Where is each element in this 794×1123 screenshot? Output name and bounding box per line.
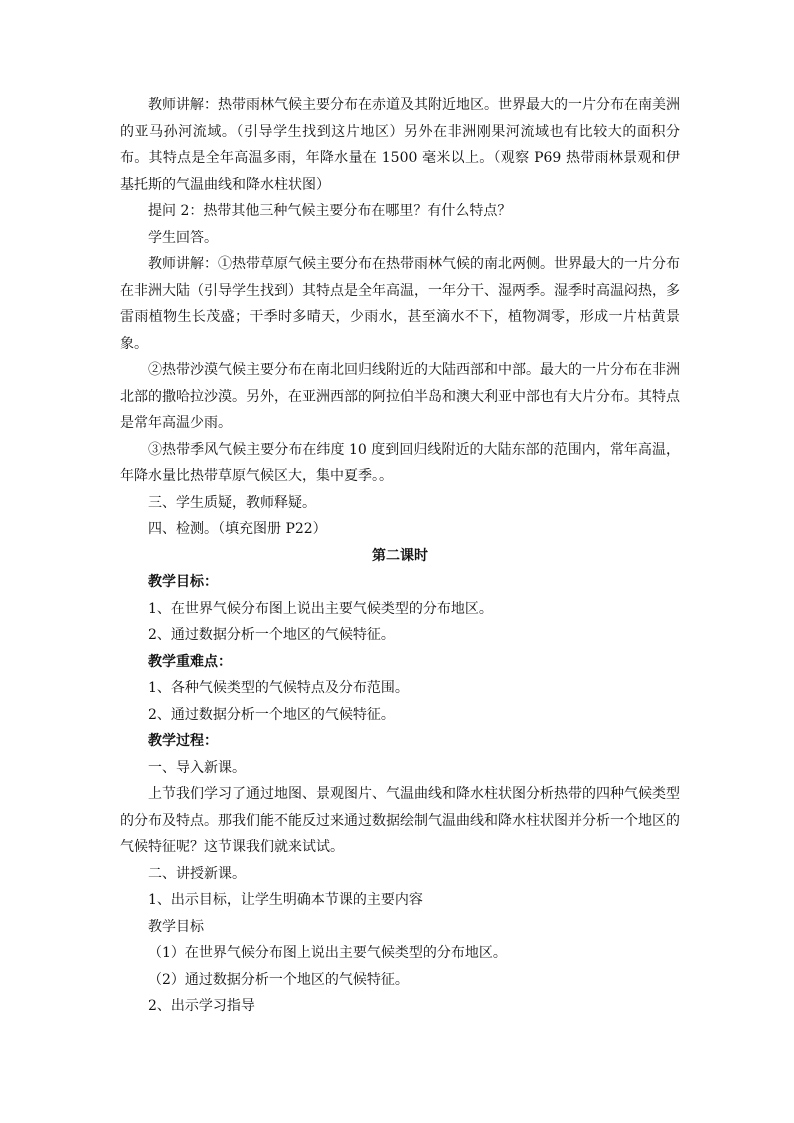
key-item-2: 2、通过数据分析一个地区的气候特征。	[148, 706, 395, 723]
paragraph-student-answer: 学生回答。	[148, 229, 218, 246]
paragraph-desert-climate: ②热带沙漠气候主要分布在南北回归线附近的大陆西部和中部。最大的一片分布在非洲北部的撒哈拉沙漠。另外，在亚洲西部的阿拉伯半岛和澳大利亚中部也有大片分布。其特点是常年高温少雨。	[120, 362, 680, 431]
paragraph-student-questions: 三、学生质疑，教师释疑。	[148, 494, 316, 511]
process-step-new-lesson: 二、讲授新课。	[148, 865, 246, 882]
paragraph-teacher-explanation-rainforest: 教师讲解：热带雨林气候主要分布在赤道及其附近地区。世界最大的一片分布在南美洲的亚马孙河流域。（引导学生找到这片地区）另外在非洲刚果河流域也有比较大的面积分布。其特点是全年高温多雨，年降水量在 1500 毫米以上。（观察 P69 热带雨林景观和伊基托斯的气温曲线和降水柱状图）	[120, 97, 680, 193]
heading-teaching-process: 教学过程：	[148, 733, 218, 749]
paragraph-test: 四、检测。（填充图册 P22）	[148, 521, 327, 537]
sub-goal-1: （1）在世界气候分布图上说出主要气候类型的分布地区。	[148, 945, 507, 961]
paragraph-monsoon-climate: ③热带季风气候主要分布在纬度 10 度到回归线附近的大陆东部的范围内，常年高温，年降水量比热带草原气候区大，集中夏季。。	[120, 441, 680, 484]
process-step-study-guide: 2、出示学习指导	[148, 998, 255, 1014]
heading-teaching-goals: 教学目标：	[148, 574, 218, 590]
heading-key-points: 教学重难点：	[148, 653, 232, 670]
goal-item-2: 2、通过数据分析一个地区的气候特征。	[148, 627, 395, 643]
subheading-teaching-goals: 教学目标	[148, 918, 204, 935]
goal-item-1: 1、在世界气候分布图上说出主要气候类型的分布地区。	[148, 600, 493, 617]
paragraph-intro-text: 上节我们学习了通过地图、景观图片、气温曲线和降水柱状图分析热带的四种气候类型的分布及特点。那我们能不能反过来通过数据绘制气温曲线和降水柱状图并分析一个地区的气候特征呢？这节课我们就来试试。	[120, 786, 680, 855]
sub-goal-2: （2）通过数据分析一个地区的气候特征。	[148, 971, 409, 988]
paragraph-question-2: 提问 2：热带其他三种气候主要分布在哪里？有什么特点？	[148, 203, 512, 219]
document-body	[120, 92, 680, 1020]
process-step-show-goals: 1、出示目标，让学生明确本节课的主要内容	[148, 892, 423, 908]
section-title: 第二课时	[372, 547, 428, 564]
paragraph-teacher-explanation-savanna: 教师讲解：①热带草原气候主要分布在热带雨林气候的南北两侧。世界最大的一片分布在非洲大陆（引导学生找到）其特点是全年高温，一年分干、湿两季。湿季时高温闷热，多雷雨植物生长茂盛；干季时多晴天，少雨水，甚至滴水不下，植物凋零，形成一片枯黄景象。	[120, 256, 680, 352]
process-step-intro: 一、导入新课。	[148, 759, 246, 776]
key-item-1: 1、各种气候类型的气候特点及分布范围。	[148, 680, 409, 696]
